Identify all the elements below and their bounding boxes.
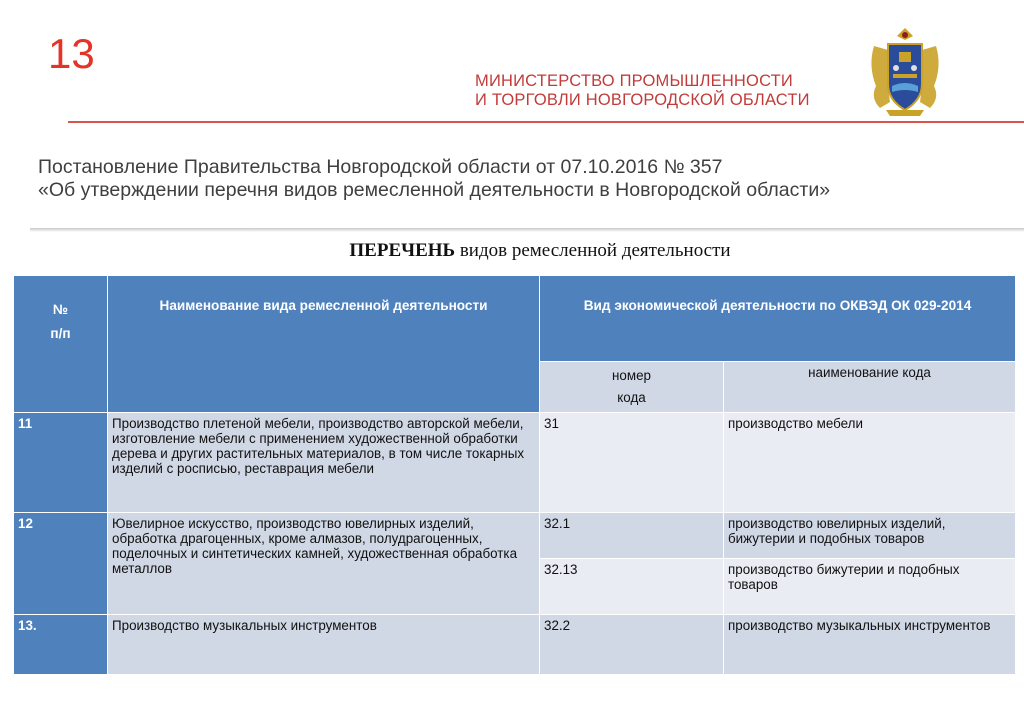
decree-line-2: «Об утверждении перечня видов ремесленной деятельности в Новгородской области» <box>38 179 831 201</box>
header-code-number-line-2: кода <box>617 390 646 405</box>
header-code-number-line-1: номер <box>612 368 651 383</box>
ministry-line-2: И ТОРГОВЛИ НОВГОРОДСКОЙ ОБЛАСТИ <box>475 91 810 109</box>
row-code: 32.13 <box>540 559 724 615</box>
header-number-line-1: № <box>52 302 69 317</box>
ministry-line-1: МИНИСТЕРСТВО ПРОМЫШЛЕННОСТИ <box>475 72 793 90</box>
row-code-title: производство музыкальных инструментов <box>724 615 1016 675</box>
header-number-line-2: п/п <box>50 326 71 341</box>
list-title-bold: ПЕРЕЧЕНЬ <box>349 240 456 261</box>
table-row <box>14 513 1016 559</box>
row-code-title: производство мебели <box>724 413 1016 513</box>
decree-line-1: Постановление Правительства Новгородской области от 07.10.2016 № 357 <box>38 156 723 178</box>
list-title <box>0 240 1024 262</box>
ministry-title <box>475 72 810 110</box>
table-row <box>14 413 1016 513</box>
header-number <box>14 276 108 413</box>
header-code-number <box>540 362 724 413</box>
crafts-table <box>13 275 1016 675</box>
row-code-title: производство бижутерии и подобных товаров <box>724 559 1016 615</box>
row-code: 32.1 <box>540 513 724 559</box>
coat-of-arms-icon <box>866 26 944 118</box>
table-row <box>14 615 1016 675</box>
header-activity-name: Наименование вида ремесленной деятельности <box>108 276 540 413</box>
row-activity-name: Производство музыкальных инструментов <box>108 615 540 675</box>
row-number: 13. <box>14 615 108 675</box>
row-code-title: производство ювелирных изделий, бижутерии и подобных товаров <box>724 513 1016 559</box>
header-code-name: наименование кода <box>724 362 1016 413</box>
list-title-rest: видов ремесленной деятельности <box>455 240 731 261</box>
decree-shadow-divider <box>30 228 1024 232</box>
row-activity-name: Ювелирное искусство, производство ювелирных изделий, обработка драгоценных, кроме алмазов, полудрагоценных, поделочных и синтетических камней, художественная обработка металлов <box>108 513 540 615</box>
decree-title <box>38 156 830 202</box>
table-header-row <box>14 276 1016 362</box>
slide-number: 13 <box>48 30 95 77</box>
row-code: 32.2 <box>540 615 724 675</box>
row-number: 12 <box>14 513 108 615</box>
header-okved: Вид экономической деятельности по ОКВЭД ОК 029-2014 <box>540 276 1016 362</box>
header-divider <box>68 121 1024 123</box>
row-code: 31 <box>540 413 724 513</box>
row-number: 11 <box>14 413 108 513</box>
row-activity-name: Производство плетеной мебели, производство авторской мебели, изготовление мебели с применением художественной обработки дерева и других растительных материалов, в том числе токарных изделий с росписью, реставрация мебели <box>108 413 540 513</box>
